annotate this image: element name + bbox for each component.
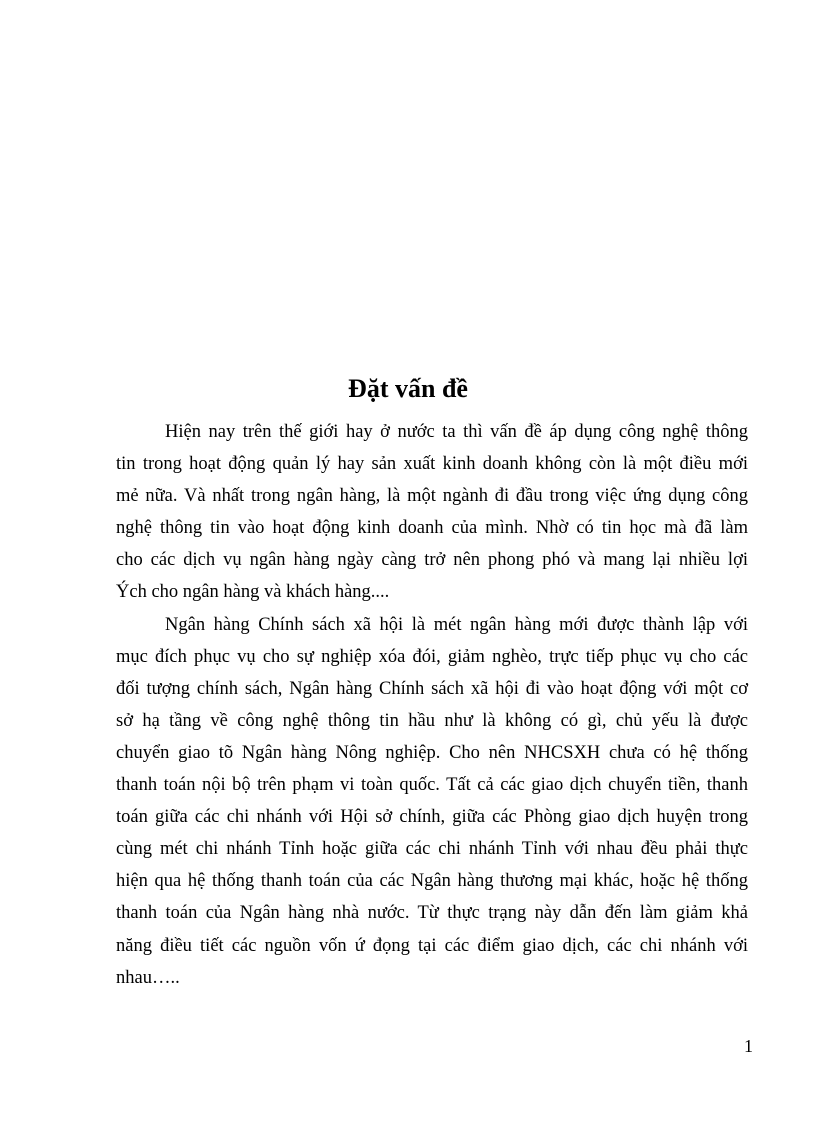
text-line: nghệ thông tin vào hoạt động kinh doanh của mình. Nhờ có tin học mà đã làm [116,518,748,539]
text-line: nhau….. [116,967,180,988]
paragraph-1 [116,416,748,609]
text-line: thanh toán nội bộ trên phạm vi toàn quốc. Tất cả các giao dịch chuyển tiền, thanh [116,775,748,796]
text-line: cùng mét chi nhánh Tỉnh hoặc giữa các chi nhánh Tỉnh với nhau đều phải thực [116,839,748,860]
page-title: Đặt vấn đề [348,374,468,403]
text-line: Hiện nay trên thế giới hay ở nước ta thì vấn đề áp dụng công nghệ thông [165,422,748,442]
page-number: 1 [744,1036,753,1056]
text-line: toán giữa các chi nhánh với Hội sở chính, giữa các Phòng giao dịch huyện trong [116,807,748,828]
text-line: đối tượng chính sách, Ngân hàng Chính sách xã hội đi vào hoạt động với một cơ [116,678,748,699]
text-line: thanh toán của Ngân hàng nhà nước. Từ thực trạng này dẫn đến làm giảm khả [116,903,748,924]
text-line: năng điều tiết các nguồn vốn ứ đọng tại các điểm giao dịch, các chi nhánh với [116,935,748,956]
paragraph-2 [116,609,748,994]
text-line: Ngân hàng Chính sách xã hội là mét ngân hàng mới được thành lập với [165,614,748,635]
text-line: sở hạ tầng về công nghệ thông tin hầu như là không có gì, chủ yếu là được [116,710,748,731]
text-line: mẻ nữa. Và nhất trong ngân hàng, là một ngành đi đầu trong việc ứng dụng công [116,486,748,507]
text-line: cho các dịch vụ ngân hàng ngày càng trở nên phong phó và mang lại nhiều lợi [116,550,748,571]
text-line: tin trong hoạt động quản lý hay sản xuất kinh doanh không còn là một điều mới [116,454,748,475]
text-line: chuyển giao tõ Ngân hàng Nông nghiệp. Cho nên NHCSXH chưa có hệ thống [116,742,748,763]
body-text [116,416,748,994]
text-line: mục đích phục vụ cho sự nghiệp xóa đói, giảm nghèo, trực tiếp phục vụ cho các [116,646,748,667]
text-line: Ých cho ngân hàng và khách hàng.... [116,582,390,603]
text-line: hiện qua hệ thống thanh toán của các Ngân hàng thương mại khác, hoặc hệ thống [116,871,748,892]
